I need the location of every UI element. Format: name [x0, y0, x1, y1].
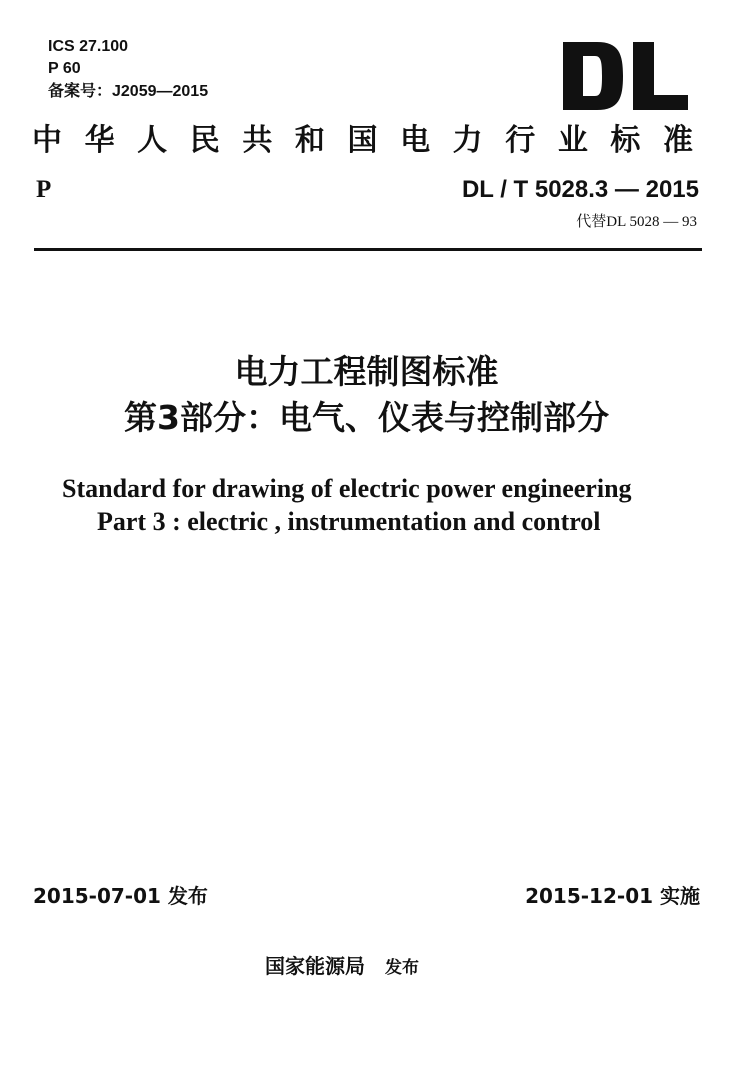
- ics-code: ICS 27.100: [48, 38, 129, 55]
- issuer-verb: 发布: [385, 958, 419, 978]
- dl-logo-mark: [561, 40, 689, 112]
- standard-number: DL / T 5028.3 — 2015: [461, 176, 699, 203]
- classification-code: P 60: [48, 60, 81, 77]
- industry-standard-heading: 中华人民共和国电力行业标准: [32, 123, 698, 158]
- title-zh-line2: 第3部分：电气、仪表与控制部分: [124, 398, 609, 437]
- replaces-standard: 代替DL 5028 — 93: [576, 214, 697, 230]
- issue-date: 2015-07-01 发布: [33, 884, 208, 908]
- issuer-block: [265, 950, 419, 979]
- title-zh-line1: 电力工程制图标准: [234, 352, 499, 391]
- issuer-name: 国家能源局: [265, 954, 365, 978]
- header-divider: [34, 248, 702, 251]
- filing-number: 备案号：J2059—2015: [48, 83, 209, 100]
- title-en-line2: Part 3 : electric , instrumentation and control: [97, 507, 601, 536]
- implementation-date: 2015-12-01 实施: [525, 884, 700, 908]
- title-en-line1: Standard for drawing of electric power engineering: [62, 474, 632, 503]
- category-letter: P: [36, 176, 52, 203]
- dl-logo: [561, 40, 689, 112]
